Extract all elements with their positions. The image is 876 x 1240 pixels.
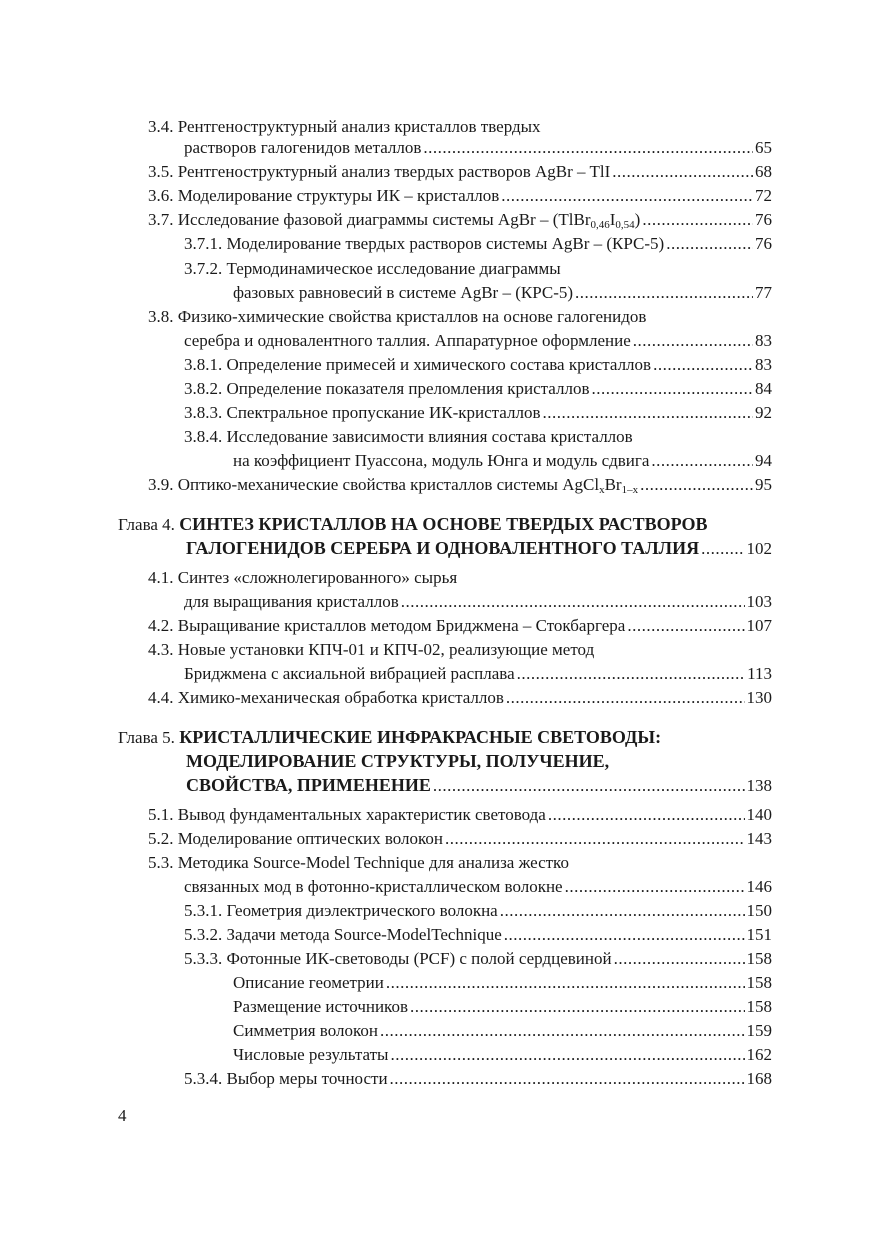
toc-entry-3-8-3	[184, 402, 772, 424]
toc-subscript: x	[599, 484, 605, 496]
chapter-label: Глава 5.	[118, 728, 175, 747]
toc-leader-dots	[504, 924, 745, 946]
toc-page-number: 113	[747, 664, 772, 683]
page-number: 4	[118, 1106, 127, 1125]
toc-title: I	[609, 210, 616, 229]
toc-chapter-4-line2	[186, 537, 772, 559]
toc-entry-3-7-2-line2	[233, 282, 772, 304]
toc-entry-numerical-results	[233, 1044, 772, 1066]
toc-entry-4-3-line1	[148, 639, 594, 661]
toc-leader-dots	[612, 161, 753, 183]
toc-page-number: 95	[755, 475, 772, 494]
toc-leader-dots	[517, 663, 746, 685]
toc-number: 3.6.	[148, 186, 174, 205]
toc-page-number: 83	[755, 331, 772, 350]
toc-chapter-5-line1	[118, 726, 661, 748]
toc-page-number: 76	[755, 210, 772, 229]
toc-page-number: 130	[746, 688, 772, 707]
toc-leader-dots	[565, 876, 745, 898]
toc-entry-5-3-line2	[184, 876, 772, 898]
toc-leader-dots	[386, 972, 745, 994]
toc-title: Br	[604, 475, 622, 494]
toc-entry-3-8-2	[184, 378, 772, 400]
toc-leader-dots	[633, 330, 753, 352]
toc-title: Размещение источников	[233, 997, 408, 1016]
toc-title: фазовых равновесий в системе AgBr – (КРС-5)	[233, 283, 574, 302]
toc-page-number: 140	[746, 805, 772, 824]
toc-title: Моделирование твердых растворов системы AgBr – (КРС-5)	[226, 234, 665, 253]
toc-entry-3-6	[148, 185, 772, 207]
toc-title: Рентгеноструктурный анализ твердых растворов AgBr – TlI	[177, 162, 611, 181]
toc-title: для выращивания кристаллов	[184, 592, 399, 611]
toc-title: связанных мод в фотонно-кристаллическом волокне	[184, 877, 563, 896]
toc-entry-3-8-4-line1	[184, 426, 633, 448]
toc-entry-3-4-line1	[148, 116, 541, 138]
toc-entry-3-7	[148, 209, 772, 231]
toc-number: 5.3.4.	[184, 1069, 223, 1088]
toc-leader-dots	[666, 233, 753, 255]
toc-leader-dots	[701, 538, 744, 560]
toc-title: серебра и одновалентного таллия. Аппаратурное оформление	[184, 331, 631, 350]
toc-page-number: 143	[746, 829, 772, 848]
toc-subscript: 0,46	[590, 219, 610, 231]
toc-chapter-4-line1	[118, 513, 708, 535]
toc-number: 3.8.1.	[184, 355, 223, 374]
chapter-title: МОДЕЛИРОВАНИЕ СТРУКТУРЫ, ПОЛУЧЕНИЕ,	[186, 751, 610, 771]
toc-page-number: 107	[746, 616, 772, 635]
toc-leader-dots	[390, 1044, 744, 1066]
toc-title: Фотонные ИК-световоды (PCF) с полой сердцевиной	[226, 949, 612, 968]
toc-leader-dots	[640, 474, 753, 496]
toc-page-number: 65	[755, 138, 772, 157]
toc-number: 3.9.	[148, 475, 174, 494]
toc-title: Симметрия волокон	[233, 1021, 378, 1040]
toc-number: 5.3.1.	[184, 901, 223, 920]
toc-number: 4.4.	[148, 688, 174, 707]
toc-number: 3.8.2.	[184, 379, 223, 398]
toc-title: Термодинамическое исследование диаграммы	[226, 259, 561, 278]
toc-title: Методика Source-Model Technique для анализа жестко	[177, 853, 569, 872]
toc-page-number: 68	[755, 162, 772, 181]
toc-leader-dots	[433, 775, 745, 797]
toc-page-number: 159	[746, 1021, 772, 1040]
toc-entry-sources	[233, 996, 772, 1018]
toc-leader-dots	[423, 137, 753, 159]
toc-title: Оптико-механические свойства кристаллов системы AgCl	[177, 475, 600, 494]
toc-page-number: 72	[755, 186, 772, 205]
toc-entry-3-8-4-line2	[233, 450, 772, 472]
toc-title: Физико-химические свойства кристаллов на основе галогенидов	[177, 307, 647, 326]
toc-page-number: 158	[746, 997, 772, 1016]
toc-entry-4-4	[148, 687, 772, 709]
toc-leader-dots	[390, 1068, 745, 1090]
toc-entry-5-3-3	[184, 948, 772, 970]
toc-number: 3.7.	[148, 210, 174, 229]
toc-number: 3.8.	[148, 307, 174, 326]
toc-page-number: 77	[755, 283, 772, 302]
chapter-title: ГАЛОГЕНИДОВ СЕРЕБРА И ОДНОВАЛЕНТНОГО ТАЛЛИЯ	[186, 538, 700, 558]
toc-title: Числовые результаты	[233, 1045, 389, 1064]
toc-entry-4-1-line1	[148, 567, 457, 589]
toc-chapter-5-line3	[186, 774, 772, 796]
toc-title: Моделирование оптических волокон	[177, 829, 444, 848]
toc-page-number: 162	[746, 1045, 772, 1064]
toc-title: Химико-механическая обработка кристаллов	[177, 688, 504, 707]
toc-number: 5.3.2.	[184, 925, 223, 944]
chapter-label: Глава 4.	[118, 515, 175, 534]
toc-leader-dots	[445, 828, 744, 850]
toc-leader-dots	[575, 282, 753, 304]
toc-entry-5-3-line1	[148, 852, 569, 874]
toc-leader-dots	[592, 378, 754, 400]
toc-leader-dots	[380, 1020, 745, 1042]
chapter-title: СВОЙСТВА, ПРИМЕНЕНИЕ	[186, 775, 431, 795]
toc-entry-4-3-line2	[184, 663, 772, 685]
toc-leader-dots	[401, 591, 745, 613]
toc-page-number: 150	[746, 901, 772, 920]
toc-page-number: 138	[746, 776, 772, 795]
toc-subscript: 0,54	[615, 219, 635, 231]
toc-number: 3.8.4.	[184, 427, 223, 446]
toc-title: Синтез «сложнолегированного» сырья	[177, 568, 458, 587]
toc-page-number: 92	[755, 403, 772, 422]
toc-number: 5.2.	[148, 829, 174, 848]
toc-number: 3.7.1.	[184, 234, 223, 253]
toc-leader-dots	[501, 185, 753, 207]
toc-number: 3.7.2.	[184, 259, 223, 278]
toc-page-number: 94	[755, 451, 772, 470]
toc-title: Новые установки КПЧ-01 и КПЧ-02, реализующие метод	[177, 640, 595, 659]
toc-entry-3-4-line2	[184, 137, 772, 159]
toc-entry-geometry	[233, 972, 772, 994]
toc-entry-5-3-1	[184, 900, 772, 922]
toc-title: растворов галогенидов металлов	[184, 138, 422, 157]
toc-leader-dots	[642, 209, 753, 231]
toc-title: на коэффициент Пуассона, модуль Юнга и модуль сдвига	[233, 451, 650, 470]
toc-page-number: 146	[746, 877, 772, 896]
toc-leader-dots	[651, 450, 753, 472]
toc-number: 4.2.	[148, 616, 174, 635]
toc-number: 5.3.	[148, 853, 174, 872]
toc-entry-3-8-1	[184, 354, 772, 376]
toc-title: Моделирование структуры ИК – кристаллов	[177, 186, 500, 205]
toc-title: Исследование фазовой диаграммы системы AgBr – (TlBr	[177, 210, 591, 229]
toc-leader-dots	[548, 804, 745, 826]
toc-title: Исследование зависимости влияния состава кристаллов	[226, 427, 633, 446]
toc-page-number: 83	[755, 355, 772, 374]
toc-leader-dots	[653, 354, 753, 376]
toc-number: 5.1.	[148, 805, 174, 824]
toc-chapter-5-line2	[186, 750, 609, 772]
toc-page-number: 84	[755, 379, 772, 398]
toc-subscript: 1–x	[621, 484, 639, 496]
toc-number: 4.3.	[148, 640, 174, 659]
toc-page-number: 76	[755, 234, 772, 253]
toc-leader-dots	[500, 900, 745, 922]
toc-entry-symmetry	[233, 1020, 772, 1042]
toc-title: Задачи метода Source-ModelTechnique	[226, 925, 502, 944]
toc-entry-3-7-1	[184, 233, 772, 255]
chapter-title: СИНТЕЗ КРИСТАЛЛОВ НА ОСНОВЕ ТВЕРДЫХ РАСТВОРОВ	[179, 514, 708, 534]
toc-page-number: 158	[746, 973, 772, 992]
toc-number: 3.5.	[148, 162, 174, 181]
toc-title: Вывод фундаментальных характеристик световода	[177, 805, 546, 824]
toc-entry-3-8-line1	[148, 306, 646, 328]
toc-leader-dots	[506, 687, 745, 709]
toc-entry-3-9	[148, 474, 772, 496]
toc-entry-5-3-2	[184, 924, 772, 946]
toc-title: Бриджмена с аксиальной вибрацией расплава	[184, 664, 515, 683]
toc-entry-3-8-line2	[184, 330, 772, 352]
toc-leader-dots	[410, 996, 745, 1018]
toc-entry-3-5	[148, 161, 772, 183]
toc-title: Определение показателя преломления кристаллов	[226, 379, 590, 398]
toc-number: 4.1.	[148, 568, 174, 587]
toc-title: Описание геометрии	[233, 973, 384, 992]
toc-page-number: 102	[746, 539, 772, 558]
toc-entry-5-3-4	[184, 1068, 772, 1090]
toc-page-number: 103	[746, 592, 772, 611]
chapter-title: КРИСТАЛЛИЧЕСКИЕ ИНФРАКРАСНЫЕ СВЕТОВОДЫ:	[179, 727, 662, 747]
toc-number: 3.8.3.	[184, 403, 223, 422]
toc-leader-dots	[627, 615, 744, 637]
toc-title: Выбор меры точности	[226, 1069, 388, 1088]
toc-entry-4-2	[148, 615, 772, 637]
toc-page-number: 158	[746, 949, 772, 968]
toc-leader-dots	[614, 948, 745, 970]
toc-title: Определение примесей и химического состава кристаллов	[226, 355, 652, 374]
toc-page-number: 151	[746, 925, 772, 944]
toc-entry-4-1-line2	[184, 591, 772, 613]
toc-number: 5.3.3.	[184, 949, 223, 968]
toc-leader-dots	[542, 402, 753, 424]
toc-number: 3.4.	[148, 117, 174, 136]
toc-title: Выращивание кристаллов методом Бриджмена – Стокбаргера	[177, 616, 626, 635]
toc-title: Геометрия диэлектрического волокна	[226, 901, 498, 920]
toc-entry-5-1	[148, 804, 772, 826]
toc-entry-3-7-2-line1	[184, 258, 561, 280]
toc-entry-5-2	[148, 828, 772, 850]
toc-page-number: 168	[746, 1069, 772, 1088]
toc-title: )	[634, 210, 641, 229]
toc-title: Рентгеноструктурный анализ кристаллов твердых	[177, 117, 541, 136]
toc-title: Спектральное пропускание ИК-кристаллов	[226, 403, 541, 422]
